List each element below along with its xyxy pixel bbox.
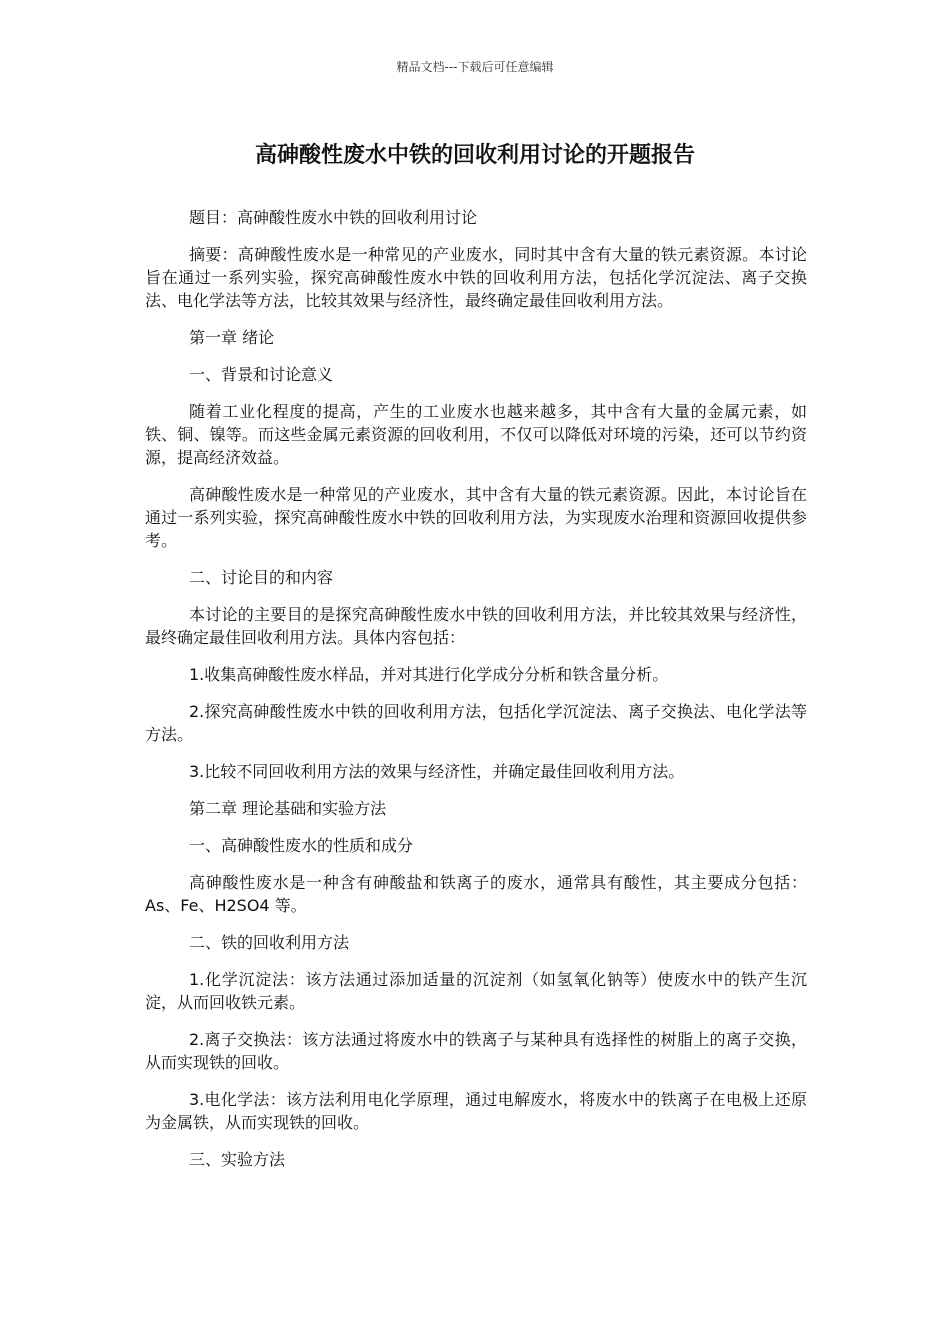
list-item: 2.探究高砷酸性废水中铁的回收利用方法，包括化学沉淀法、离子交换法、电化学法等方法。 [145,702,807,744]
section-heading-properties: 一、高砷酸性废水的性质和成分 [189,836,414,855]
section-heading-background: 一、背景和讨论意义 [189,365,334,384]
paragraph: 高砷酸性废水是一种常见的产业废水，其中含有大量的铁元素资源。因此，本讨论旨在通过一系列实验，探究高砷酸性废水中铁的回收利用方法，为实现废水治理和资源回收提供参考。 [145,485,807,550]
paragraph-topic: 题目：高砷酸性废水中铁的回收利用讨论 [189,208,478,227]
document-title: 高砷酸性废水中铁的回收利用讨论的开题报告 [254,143,695,168]
section-heading-methods: 二、铁的回收利用方法 [189,933,350,952]
paragraph: 高砷酸性废水是一种含有砷酸盐和铁离子的废水，通常具有酸性，其主要成分包括：As、Fe、H2SO4 等。 [145,873,807,915]
list-item: 3.比较不同回收利用方法的效果与经济性，并确定最佳回收利用方法。 [189,762,685,781]
chapter-heading-1: 第一章 绪论 [189,328,275,347]
list-item: 1.化学沉淀法：该方法通过添加适量的沉淀剂（如氢氧化钠等）使废水中的铁产生沉淀，从而回收铁元素。 [145,970,807,1012]
chapter-heading-2: 第二章 理论基础和实验方法 [189,799,387,818]
section-heading-objectives: 二、讨论目的和内容 [189,568,334,587]
header-note: 精品文档---下载后可任意编辑 [396,60,554,74]
paragraph-abstract: 摘要：高砷酸性废水是一种常见的产业废水，同时其中含有大量的铁元素资源。本讨论旨在通过一系列实验，探究高砷酸性废水中铁的回收利用方法，包括化学沉淀法、离子交换法、电化学法等方法，比较其效果与经济性，最终确定最佳回收利用方法。 [145,245,807,310]
paragraph: 本讨论的主要目的是探究高砷酸性废水中铁的回收利用方法，并比较其效果与经济性，最终确定最佳回收利用方法。具体内容包括： [145,605,807,647]
section-heading-experiment: 三、实验方法 [189,1150,286,1169]
list-item: 2.离子交换法：该方法通过将废水中的铁离子与某种具有选择性的树脂上的离子交换，从而实现铁的回收。 [145,1030,807,1072]
list-item: 1.收集高砷酸性废水样品，并对其进行化学成分分析和铁含量分析。 [189,665,669,684]
document-body [145,206,807,1185]
list-item: 3.电化学法：该方法利用电化学原理，通过电解废水，将废水中的铁离子在电极上还原为金属铁，从而实现铁的回收。 [145,1090,807,1132]
paragraph: 随着工业化程度的提高，产生的工业废水也越来越多，其中含有大量的金属元素，如铁、铜、镍等。而这些金属元素资源的回收利用，不仅可以降低对环境的污染，还可以节约资源，提高经济效益。 [145,402,807,467]
